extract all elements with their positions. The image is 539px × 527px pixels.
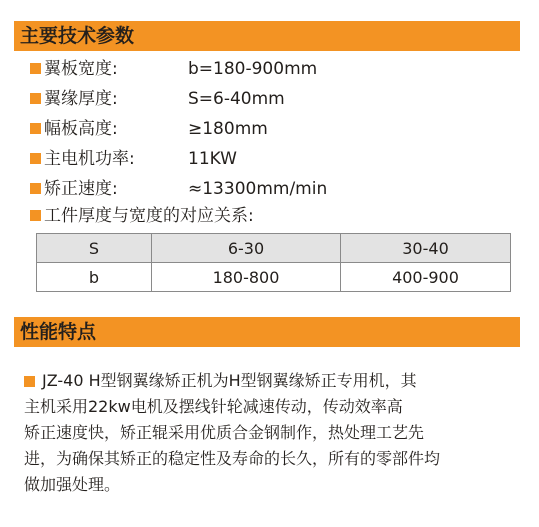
table-cell: S xyxy=(37,234,152,263)
bullet-square-icon xyxy=(30,153,41,164)
spec-value: ≥180mm xyxy=(188,119,268,139)
features-paragraph xyxy=(24,368,522,498)
spec-label: 主电机功率: xyxy=(44,149,135,169)
features-line: 矫正速度快，矫正辊采用优质合金钢制作，热处理工艺先 xyxy=(24,423,425,442)
table-cell: b xyxy=(37,263,152,292)
bullet-square-icon xyxy=(24,376,35,387)
spec-value: 11KW xyxy=(188,149,237,169)
table-row xyxy=(37,263,511,292)
spec-label: 矫正速度: xyxy=(44,179,118,199)
bullet-square-icon xyxy=(30,93,41,104)
spec-label: 翼板宽度: xyxy=(44,59,118,79)
relation-title: 工件厚度与宽度的对应关系: xyxy=(44,206,254,226)
table-row xyxy=(37,234,511,263)
table-cell: 400-900 xyxy=(341,263,511,292)
bullet-square-icon xyxy=(30,123,41,134)
spec-value: S=6-40mm xyxy=(188,89,285,109)
spec-value: b=180-900mm xyxy=(188,59,318,79)
features-line: 进，为确保其矫正的稳定性及寿命的长久，所有的零部件均 xyxy=(24,449,441,468)
section-title-specs: 主要技术参数 xyxy=(20,25,135,47)
table-cell: 30-40 xyxy=(341,234,511,263)
features-line xyxy=(24,368,522,394)
spec-value: ≈13300mm/min xyxy=(188,179,328,199)
bullet-square-icon xyxy=(30,63,41,74)
table-cell: 6-30 xyxy=(152,234,341,263)
bullet-square-icon xyxy=(30,183,41,194)
bullet-square-icon xyxy=(30,210,41,221)
spec-label: 幅板高度: xyxy=(44,119,118,139)
table-cell: 180-800 xyxy=(152,263,341,292)
section-header-specs xyxy=(14,21,520,51)
features-line: 做加强处理。 xyxy=(24,475,121,494)
spec-label: 翼缘厚度: xyxy=(44,89,118,109)
section-title-features: 性能特点 xyxy=(20,321,97,343)
thickness-width-table xyxy=(36,233,511,292)
section-header-features xyxy=(14,317,520,347)
features-line: 主机采用22kw电机及摆线针轮减速传动，传动效率高 xyxy=(24,397,403,416)
features-line-text: JZ-40 H型钢翼缘矫正机为H型钢翼缘矫正专用机，其 xyxy=(42,371,417,390)
